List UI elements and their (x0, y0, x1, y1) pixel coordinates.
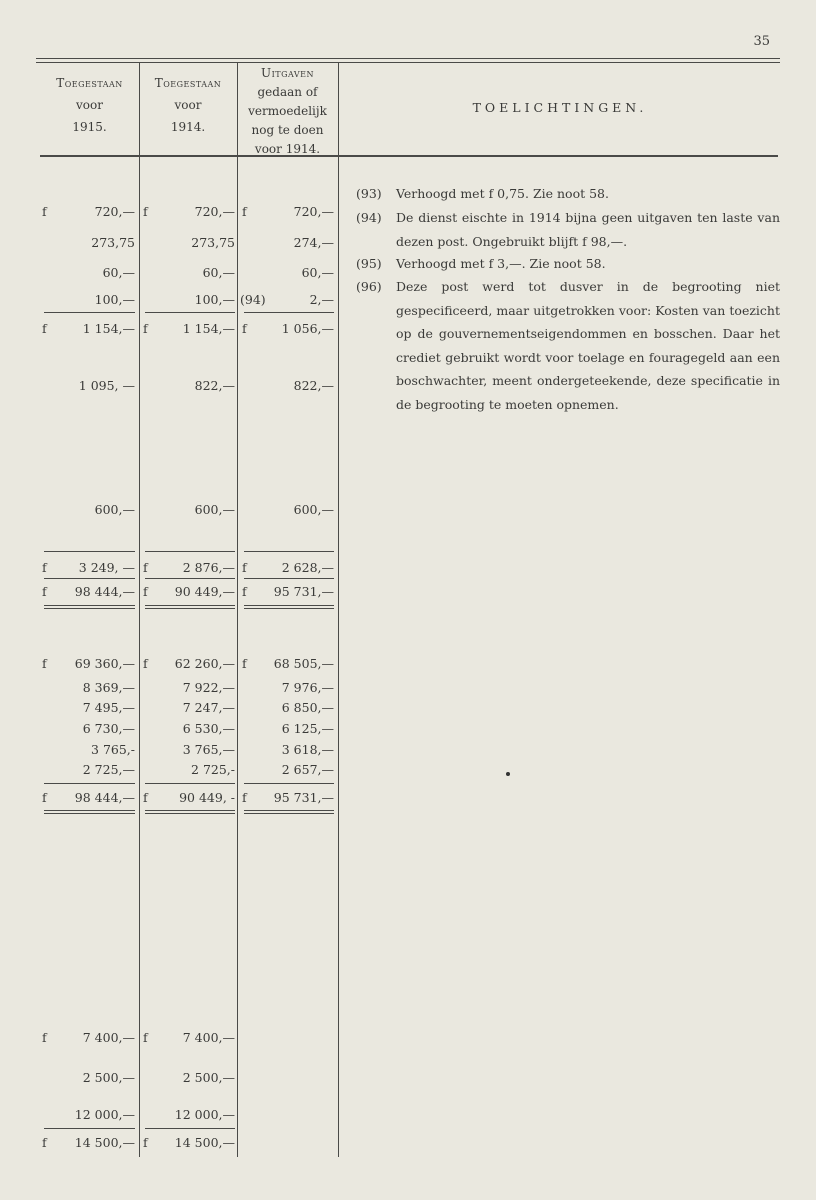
amount-value: 95 731,— (273, 584, 334, 599)
table-cell (143, 742, 235, 758)
col-divider-3 (338, 62, 339, 1157)
table-cell (242, 742, 334, 758)
table-cell (143, 721, 235, 737)
table-cell (42, 680, 135, 696)
table-cell (242, 204, 334, 220)
amount-value: 2 876,— (182, 560, 235, 575)
sum-rule (145, 578, 235, 579)
currency-prefix: f (143, 1135, 148, 1150)
table-cell (42, 1135, 135, 1151)
sum-rule (145, 1128, 235, 1129)
header-col-3-line-5: voor 1914. (254, 142, 321, 156)
note-number: (95) (356, 256, 382, 271)
amount-value: 90 449, - (179, 790, 235, 805)
amount-value: 60,— (301, 265, 334, 280)
sum-rule (44, 810, 135, 811)
header-col-3-line-3: vermoedelijk (248, 104, 327, 118)
top-rule (36, 58, 780, 59)
amount-value: 12 000,— (174, 1107, 235, 1122)
table-cell (42, 235, 135, 251)
sum-rule (44, 551, 135, 552)
amount-value: 60,— (202, 265, 235, 280)
sum-rule (44, 578, 135, 579)
table-cell (143, 700, 235, 716)
table-cell (242, 680, 334, 696)
amount-value: 2 628,— (281, 560, 334, 575)
sum-rule (145, 608, 235, 609)
table-cell (143, 204, 235, 220)
amount-value: 14 500,— (74, 1135, 135, 1150)
amount-value: 600,— (293, 502, 334, 517)
currency-prefix: f (143, 584, 148, 599)
header-col-1-line-2: voor (76, 98, 103, 112)
amount-value: 1 095, — (78, 378, 135, 393)
table-cell (143, 656, 235, 672)
sum-rule (145, 783, 235, 784)
currency-prefix: f (42, 321, 47, 336)
table-cell (143, 560, 235, 576)
table-cell (143, 680, 235, 696)
amount-value: 6 850,— (281, 700, 334, 715)
amount-value: 12 000,— (74, 1107, 135, 1122)
amount-value: 600,— (94, 502, 135, 517)
table-cell (242, 790, 334, 806)
table-cell (143, 1070, 235, 1086)
amount-value: 7 400,— (82, 1030, 135, 1045)
amount-value: 7 247,— (182, 700, 235, 715)
amount-value: 720,— (94, 204, 135, 219)
table-cell (242, 762, 334, 778)
table-cell (42, 321, 135, 337)
currency-prefix: f (143, 656, 148, 671)
amount-value: 7 976,— (281, 680, 334, 695)
currency-prefix: f (42, 560, 47, 575)
amount-value: 90 449,— (174, 584, 235, 599)
currency-prefix: f (242, 790, 247, 805)
currency-prefix: f (42, 204, 47, 219)
note-text: Verhoogd met f 0,75. Zie noot 58. (396, 186, 609, 201)
table-cell (242, 721, 334, 737)
table-cell (42, 762, 135, 778)
amount-value: 6 730,— (82, 721, 135, 736)
currency-prefix: f (143, 321, 148, 336)
table-cell (143, 321, 235, 337)
header-rule (40, 155, 778, 157)
sum-rule (44, 783, 135, 784)
sum-rule (145, 810, 235, 811)
table-cell (143, 1030, 235, 1046)
header-col-1 (40, 72, 139, 138)
table-cell (242, 560, 334, 576)
sum-rule (44, 1128, 135, 1129)
table-cell (42, 1030, 135, 1046)
table-cell (42, 1070, 135, 1086)
amount-value: 720,— (194, 204, 235, 219)
amount-value: 6 530,— (182, 721, 235, 736)
sum-rule (145, 551, 235, 552)
table-cell (42, 1107, 135, 1123)
sum-rule (244, 578, 334, 579)
amount-value: 7 495,— (82, 700, 135, 715)
table-cell (242, 321, 334, 337)
table-cell (143, 1107, 235, 1123)
amount-value: 68 505,— (273, 656, 334, 671)
table-cell (42, 560, 135, 576)
table-cell (143, 762, 235, 778)
ink-speck (506, 772, 510, 776)
currency-prefix: f (242, 560, 247, 575)
table-cell (143, 790, 235, 806)
table-cell (242, 584, 334, 600)
table-cell (242, 235, 334, 251)
amount-value: 822,— (194, 378, 235, 393)
sum-rule (244, 783, 334, 784)
currency-prefix: f (42, 1030, 47, 1045)
header-col-3-line-1: Uitgaven (261, 66, 314, 80)
amount-value: 6 125,— (281, 721, 334, 736)
sum-rule (44, 605, 135, 606)
table-cell (42, 721, 135, 737)
amount-value: 100,— (94, 292, 135, 307)
amount-value: 98 444,— (74, 790, 135, 805)
currency-prefix: f (242, 584, 247, 599)
table-cell (42, 584, 135, 600)
amount-value: 2 725,- (191, 762, 235, 777)
header-col-3 (237, 64, 338, 159)
sum-rule (244, 551, 334, 552)
amount-value: 822,— (293, 378, 334, 393)
table-cell (42, 204, 135, 220)
amount-value: 3 765,— (182, 742, 235, 757)
amount-value: 100,— (194, 292, 235, 307)
table-cell (42, 502, 135, 518)
sum-rule (244, 608, 334, 609)
top-rule-2 (36, 62, 780, 63)
amount-value: 3 765,- (91, 742, 135, 757)
amount-value: 14 500,— (174, 1135, 235, 1150)
table-cell (242, 700, 334, 716)
sum-rule (244, 813, 334, 814)
header-col-2-line-1: Toegestaan (154, 76, 222, 90)
amount-value: 600,— (194, 502, 235, 517)
toelichtingen-title: TOELICHTINGEN. (472, 100, 648, 115)
amount-value: 60,— (102, 265, 135, 280)
note-number: (93) (356, 186, 382, 201)
table-cell (143, 502, 235, 518)
table-cell (143, 1135, 235, 1151)
amount-value: 273,75 (91, 235, 135, 250)
table-cell (42, 742, 135, 758)
table-cell (42, 700, 135, 716)
sum-rule (44, 312, 135, 313)
note-text: Verhoogd met f 3,—. Zie noot 58. (396, 256, 606, 271)
amount-value: 1 154,— (182, 321, 235, 336)
currency-prefix: f (42, 584, 47, 599)
currency-prefix: f (143, 560, 148, 575)
table-cell (242, 378, 334, 394)
table-cell (242, 656, 334, 672)
amount-value: 273,75 (191, 235, 235, 250)
amount-value: 2 500,— (182, 1070, 235, 1085)
amount-value: 8 369,— (82, 680, 135, 695)
amount-value: 98 444,— (74, 584, 135, 599)
header-col-2 (139, 72, 237, 138)
table-cell (143, 584, 235, 600)
note-number: (96) (356, 279, 382, 294)
header-col-1-line-3: 1915. (72, 120, 107, 134)
currency-prefix: f (143, 1030, 148, 1045)
sum-rule (44, 608, 135, 609)
currency-prefix: f (42, 790, 47, 805)
table-cell (143, 235, 235, 251)
sum-rule (44, 813, 135, 814)
currency-prefix: f (143, 204, 148, 219)
amount-value: 2 500,— (82, 1070, 135, 1085)
amount-value: 2,— (309, 292, 334, 307)
amount-value: 274,— (293, 235, 334, 250)
header-col-3-line-4: nog te doen (251, 123, 324, 137)
currency-prefix: f (42, 1135, 47, 1150)
sum-rule (145, 813, 235, 814)
currency-prefix: f (42, 656, 47, 671)
table-cell (42, 656, 135, 672)
currency-prefix: (94) (240, 292, 266, 307)
sum-rule (244, 810, 334, 811)
amount-value: 1 154,— (82, 321, 135, 336)
note-text: Deze post werd tot dusver in de begrooting niet gespecificeerd, maar uitgetrokken voor: Kosten van toezicht op de gouvernementseigendommen en bosschen. Daar het crediet gebruikt wordt voor toelage en fouragegeld aan een boschwachter, meent ondergeteekende, deze specificatie in de begrooting te moeten opnemen. (396, 279, 780, 412)
header-col-3-line-2: gedaan of (257, 85, 318, 99)
amount-value: 3 618,— (281, 742, 334, 757)
amount-value: 7 922,— (182, 680, 235, 695)
amount-value: 62 260,— (174, 656, 235, 671)
page-number: 35 (753, 34, 770, 49)
amount-value: 2 725,— (82, 762, 135, 777)
table-cell (242, 502, 334, 518)
currency-prefix: f (143, 790, 148, 805)
currency-prefix: f (242, 204, 247, 219)
header-col-2-line-2: voor (174, 98, 202, 112)
amount-value: 2 657,— (281, 762, 334, 777)
amount-value: 7 400,— (182, 1030, 235, 1045)
table-cell (242, 265, 334, 281)
note-number: (94) (356, 210, 382, 225)
amount-value: 720,— (293, 204, 334, 219)
col-divider-2 (237, 62, 238, 1157)
sum-rule (244, 312, 334, 313)
amount-value: 95 731,— (273, 790, 334, 805)
table-cell (143, 265, 235, 281)
table-cell (143, 378, 235, 394)
currency-prefix: f (242, 656, 247, 671)
amount-value: 1 056,— (281, 321, 334, 336)
amount-value: 3 249, — (78, 560, 135, 575)
table-cell (42, 265, 135, 281)
note-text: De dienst eischte in 1914 bijna geen uitgaven ten laste van dezen post. Ongebruikt blijft f 98,—. (396, 210, 780, 249)
table-cell (42, 378, 135, 394)
amount-value: 69 360,— (74, 656, 135, 671)
header-col-2-line-3: 1914. (170, 120, 206, 134)
header-col-1-line-1: Toegestaan (56, 76, 123, 90)
table-cell (143, 292, 235, 308)
sum-rule (244, 605, 334, 606)
table-cell (42, 292, 135, 308)
table-cell (42, 790, 135, 806)
table-cell (242, 292, 334, 308)
col-divider-1 (139, 62, 140, 1157)
sum-rule (145, 605, 235, 606)
sum-rule (145, 312, 235, 313)
currency-prefix: f (242, 321, 247, 336)
